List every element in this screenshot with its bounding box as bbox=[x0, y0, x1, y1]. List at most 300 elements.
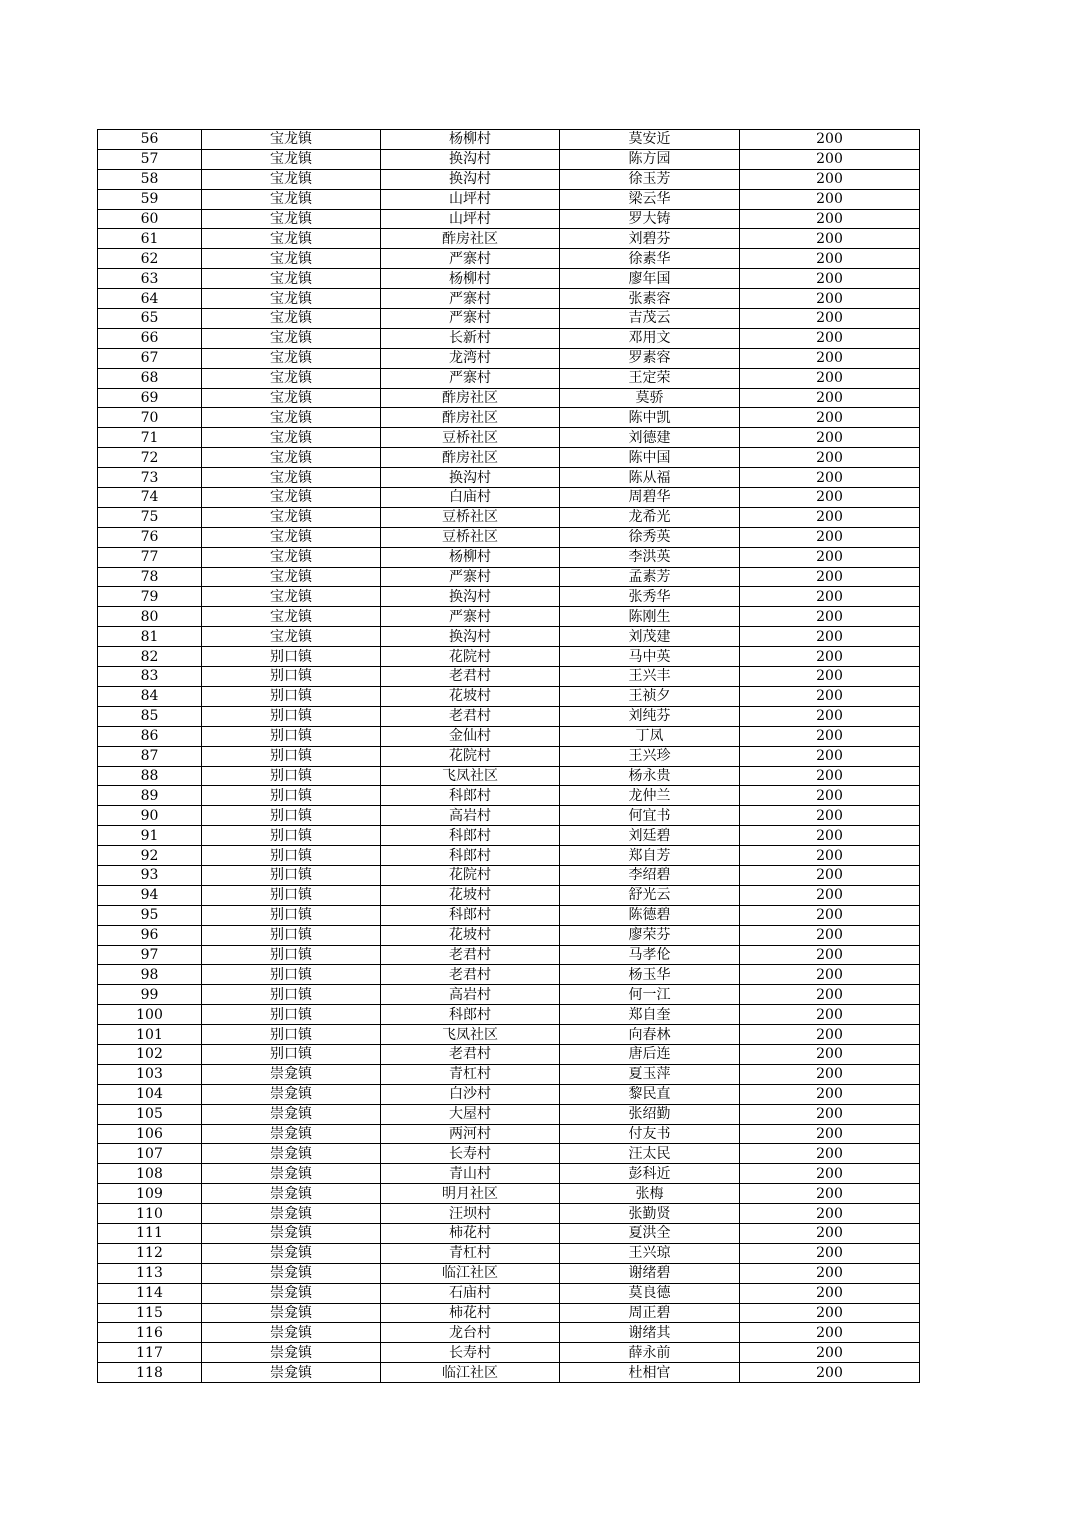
row-number-cell: 68 bbox=[98, 368, 202, 388]
row-number-cell: 57 bbox=[98, 149, 202, 169]
amount-cell: 200 bbox=[740, 1144, 920, 1164]
row-number-cell: 90 bbox=[98, 806, 202, 826]
town-cell: 崇龛镇 bbox=[202, 1243, 381, 1263]
name-cell: 张绍勤 bbox=[560, 1104, 740, 1124]
village-cell: 酢房社区 bbox=[381, 388, 560, 408]
amount-cell: 200 bbox=[740, 1343, 920, 1363]
table-row bbox=[98, 547, 920, 567]
row-number-cell: 85 bbox=[98, 706, 202, 726]
name-cell: 何一江 bbox=[560, 985, 740, 1005]
table-row bbox=[98, 905, 920, 925]
amount-cell: 200 bbox=[740, 1124, 920, 1144]
amount-cell: 200 bbox=[740, 1243, 920, 1263]
village-cell: 豆桥社区 bbox=[381, 507, 560, 527]
amount-cell: 200 bbox=[740, 289, 920, 309]
row-number-cell: 89 bbox=[98, 786, 202, 806]
amount-cell: 200 bbox=[740, 985, 920, 1005]
table-row bbox=[98, 209, 920, 229]
village-cell: 青山村 bbox=[381, 1164, 560, 1184]
town-cell: 宝龙镇 bbox=[202, 448, 381, 468]
name-cell: 张秀华 bbox=[560, 587, 740, 607]
table-row bbox=[98, 587, 920, 607]
town-cell: 别口镇 bbox=[202, 647, 381, 667]
name-cell: 徐秀英 bbox=[560, 527, 740, 547]
table-row bbox=[98, 885, 920, 905]
table-row bbox=[98, 249, 920, 269]
table-row bbox=[98, 1343, 920, 1363]
name-cell: 刘纯芬 bbox=[560, 706, 740, 726]
name-cell: 夏玉萍 bbox=[560, 1064, 740, 1084]
village-cell: 飞凤社区 bbox=[381, 1025, 560, 1045]
name-cell: 马中英 bbox=[560, 647, 740, 667]
town-cell: 宝龙镇 bbox=[202, 130, 381, 150]
amount-cell: 200 bbox=[740, 408, 920, 428]
row-number-cell: 95 bbox=[98, 905, 202, 925]
amount-cell: 200 bbox=[740, 1303, 920, 1323]
table-row bbox=[98, 1164, 920, 1184]
row-number-cell: 56 bbox=[98, 130, 202, 150]
table-row bbox=[98, 169, 920, 189]
amount-cell: 200 bbox=[740, 348, 920, 368]
row-number-cell: 110 bbox=[98, 1204, 202, 1224]
village-cell: 花院村 bbox=[381, 647, 560, 667]
amount-cell: 200 bbox=[740, 229, 920, 249]
row-number-cell: 107 bbox=[98, 1144, 202, 1164]
town-cell: 别口镇 bbox=[202, 865, 381, 885]
row-number-cell: 87 bbox=[98, 746, 202, 766]
amount-cell: 200 bbox=[740, 1184, 920, 1204]
village-cell: 明月社区 bbox=[381, 1184, 560, 1204]
name-cell: 龙仲兰 bbox=[560, 786, 740, 806]
table-row bbox=[98, 786, 920, 806]
amount-cell: 200 bbox=[740, 428, 920, 448]
table-row bbox=[98, 706, 920, 726]
amount-cell: 200 bbox=[740, 1025, 920, 1045]
town-cell: 宝龙镇 bbox=[202, 408, 381, 428]
name-cell: 周正碧 bbox=[560, 1303, 740, 1323]
town-cell: 崇龛镇 bbox=[202, 1164, 381, 1184]
table-row bbox=[98, 1283, 920, 1303]
row-number-cell: 91 bbox=[98, 826, 202, 846]
village-cell: 临江社区 bbox=[381, 1263, 560, 1283]
table-row bbox=[98, 428, 920, 448]
amount-cell: 200 bbox=[740, 846, 920, 866]
town-cell: 宝龙镇 bbox=[202, 527, 381, 547]
village-cell: 高岩村 bbox=[381, 985, 560, 1005]
row-number-cell: 118 bbox=[98, 1363, 202, 1383]
table-row bbox=[98, 1044, 920, 1064]
name-cell: 薛永前 bbox=[560, 1343, 740, 1363]
amount-cell: 200 bbox=[740, 468, 920, 488]
town-cell: 别口镇 bbox=[202, 1005, 381, 1025]
row-number-cell: 97 bbox=[98, 945, 202, 965]
roster-table-body bbox=[98, 130, 920, 1383]
village-cell: 高岩村 bbox=[381, 806, 560, 826]
town-cell: 别口镇 bbox=[202, 885, 381, 905]
name-cell: 廖年国 bbox=[560, 269, 740, 289]
village-cell: 龙湾村 bbox=[381, 348, 560, 368]
name-cell: 孟素芳 bbox=[560, 567, 740, 587]
row-number-cell: 102 bbox=[98, 1044, 202, 1064]
amount-cell: 200 bbox=[740, 746, 920, 766]
row-number-cell: 83 bbox=[98, 667, 202, 687]
village-cell: 青杠村 bbox=[381, 1243, 560, 1263]
name-cell: 梁云华 bbox=[560, 189, 740, 209]
table-row bbox=[98, 1243, 920, 1263]
name-cell: 徐素华 bbox=[560, 249, 740, 269]
amount-cell: 200 bbox=[740, 1363, 920, 1383]
table-row bbox=[98, 1064, 920, 1084]
row-number-cell: 88 bbox=[98, 766, 202, 786]
town-cell: 别口镇 bbox=[202, 686, 381, 706]
town-cell: 宝龙镇 bbox=[202, 249, 381, 269]
amount-cell: 200 bbox=[740, 905, 920, 925]
row-number-cell: 117 bbox=[98, 1343, 202, 1363]
name-cell: 杨玉华 bbox=[560, 965, 740, 985]
table-row bbox=[98, 1025, 920, 1045]
town-cell: 别口镇 bbox=[202, 667, 381, 687]
town-cell: 宝龙镇 bbox=[202, 607, 381, 627]
row-number-cell: 92 bbox=[98, 846, 202, 866]
name-cell: 汪太民 bbox=[560, 1144, 740, 1164]
name-cell: 李绍碧 bbox=[560, 865, 740, 885]
town-cell: 崇龛镇 bbox=[202, 1303, 381, 1323]
row-number-cell: 78 bbox=[98, 567, 202, 587]
name-cell: 王祯夕 bbox=[560, 686, 740, 706]
name-cell: 周碧华 bbox=[560, 488, 740, 508]
amount-cell: 200 bbox=[740, 1323, 920, 1343]
name-cell: 李洪英 bbox=[560, 547, 740, 567]
amount-cell: 200 bbox=[740, 786, 920, 806]
name-cell: 张素容 bbox=[560, 289, 740, 309]
town-cell: 宝龙镇 bbox=[202, 488, 381, 508]
table-row bbox=[98, 448, 920, 468]
row-number-cell: 74 bbox=[98, 488, 202, 508]
row-number-cell: 86 bbox=[98, 726, 202, 746]
amount-cell: 200 bbox=[740, 388, 920, 408]
village-cell: 豆桥社区 bbox=[381, 527, 560, 547]
name-cell: 龙希光 bbox=[560, 507, 740, 527]
table-row bbox=[98, 1104, 920, 1124]
name-cell: 莫骄 bbox=[560, 388, 740, 408]
village-cell: 汪坝村 bbox=[381, 1204, 560, 1224]
row-number-cell: 111 bbox=[98, 1223, 202, 1243]
table-row bbox=[98, 388, 920, 408]
village-cell: 柿花村 bbox=[381, 1223, 560, 1243]
town-cell: 崇龛镇 bbox=[202, 1363, 381, 1383]
amount-cell: 200 bbox=[740, 249, 920, 269]
village-cell: 换沟村 bbox=[381, 169, 560, 189]
town-cell: 别口镇 bbox=[202, 706, 381, 726]
table-row bbox=[98, 289, 920, 309]
town-cell: 宝龙镇 bbox=[202, 468, 381, 488]
amount-cell: 200 bbox=[740, 945, 920, 965]
amount-cell: 200 bbox=[740, 826, 920, 846]
amount-cell: 200 bbox=[740, 169, 920, 189]
amount-cell: 200 bbox=[740, 766, 920, 786]
row-number-cell: 73 bbox=[98, 468, 202, 488]
amount-cell: 200 bbox=[740, 309, 920, 329]
table-row bbox=[98, 945, 920, 965]
town-cell: 宝龙镇 bbox=[202, 627, 381, 647]
name-cell: 唐后连 bbox=[560, 1044, 740, 1064]
amount-cell: 200 bbox=[740, 507, 920, 527]
table-row bbox=[98, 846, 920, 866]
village-cell: 换沟村 bbox=[381, 149, 560, 169]
village-cell: 科郎村 bbox=[381, 1005, 560, 1025]
name-cell: 杜相官 bbox=[560, 1363, 740, 1383]
amount-cell: 200 bbox=[740, 706, 920, 726]
table-row bbox=[98, 1184, 920, 1204]
village-cell: 科郎村 bbox=[381, 826, 560, 846]
village-cell: 花坡村 bbox=[381, 925, 560, 945]
village-cell: 青杠村 bbox=[381, 1064, 560, 1084]
town-cell: 崇龛镇 bbox=[202, 1323, 381, 1343]
row-number-cell: 101 bbox=[98, 1025, 202, 1045]
village-cell: 科郎村 bbox=[381, 846, 560, 866]
town-cell: 别口镇 bbox=[202, 1025, 381, 1045]
name-cell: 陈德碧 bbox=[560, 905, 740, 925]
town-cell: 别口镇 bbox=[202, 766, 381, 786]
name-cell: 王兴珍 bbox=[560, 746, 740, 766]
row-number-cell: 108 bbox=[98, 1164, 202, 1184]
amount-cell: 200 bbox=[740, 1223, 920, 1243]
row-number-cell: 103 bbox=[98, 1064, 202, 1084]
town-cell: 崇龛镇 bbox=[202, 1263, 381, 1283]
table-row bbox=[98, 686, 920, 706]
town-cell: 别口镇 bbox=[202, 905, 381, 925]
name-cell: 黎民直 bbox=[560, 1084, 740, 1104]
amount-cell: 200 bbox=[740, 1263, 920, 1283]
amount-cell: 200 bbox=[740, 1005, 920, 1025]
amount-cell: 200 bbox=[740, 647, 920, 667]
name-cell: 张梅 bbox=[560, 1184, 740, 1204]
row-number-cell: 58 bbox=[98, 169, 202, 189]
name-cell: 郑自奎 bbox=[560, 1005, 740, 1025]
town-cell: 宝龙镇 bbox=[202, 209, 381, 229]
name-cell: 谢绪其 bbox=[560, 1323, 740, 1343]
town-cell: 崇龛镇 bbox=[202, 1184, 381, 1204]
name-cell: 廖荣芬 bbox=[560, 925, 740, 945]
town-cell: 崇龛镇 bbox=[202, 1223, 381, 1243]
table-row bbox=[98, 309, 920, 329]
table-row bbox=[98, 647, 920, 667]
row-number-cell: 59 bbox=[98, 189, 202, 209]
table-row bbox=[98, 348, 920, 368]
village-cell: 豆桥社区 bbox=[381, 428, 560, 448]
village-cell: 科郎村 bbox=[381, 905, 560, 925]
town-cell: 崇龛镇 bbox=[202, 1124, 381, 1144]
table-row bbox=[98, 746, 920, 766]
row-number-cell: 114 bbox=[98, 1283, 202, 1303]
table-row bbox=[98, 488, 920, 508]
amount-cell: 200 bbox=[740, 587, 920, 607]
name-cell: 罗大铸 bbox=[560, 209, 740, 229]
table-row bbox=[98, 527, 920, 547]
village-cell: 酢房社区 bbox=[381, 448, 560, 468]
name-cell: 谢绪碧 bbox=[560, 1263, 740, 1283]
row-number-cell: 77 bbox=[98, 547, 202, 567]
village-cell: 科郎村 bbox=[381, 786, 560, 806]
name-cell: 王兴琼 bbox=[560, 1243, 740, 1263]
village-cell: 杨柳村 bbox=[381, 547, 560, 567]
table-row bbox=[98, 1263, 920, 1283]
table-row bbox=[98, 408, 920, 428]
row-number-cell: 71 bbox=[98, 428, 202, 448]
name-cell: 郑自芳 bbox=[560, 846, 740, 866]
row-number-cell: 106 bbox=[98, 1124, 202, 1144]
town-cell: 宝龙镇 bbox=[202, 368, 381, 388]
village-cell: 严寨村 bbox=[381, 309, 560, 329]
town-cell: 别口镇 bbox=[202, 1044, 381, 1064]
village-cell: 白沙村 bbox=[381, 1084, 560, 1104]
row-number-cell: 112 bbox=[98, 1243, 202, 1263]
row-number-cell: 105 bbox=[98, 1104, 202, 1124]
row-number-cell: 72 bbox=[98, 448, 202, 468]
row-number-cell: 116 bbox=[98, 1323, 202, 1343]
table-row bbox=[98, 189, 920, 209]
town-cell: 宝龙镇 bbox=[202, 269, 381, 289]
village-cell: 老君村 bbox=[381, 1044, 560, 1064]
village-cell: 花坡村 bbox=[381, 686, 560, 706]
village-cell: 换沟村 bbox=[381, 587, 560, 607]
row-number-cell: 109 bbox=[98, 1184, 202, 1204]
town-cell: 宝龙镇 bbox=[202, 587, 381, 607]
row-number-cell: 80 bbox=[98, 607, 202, 627]
village-cell: 飞凤社区 bbox=[381, 766, 560, 786]
name-cell: 杨永贵 bbox=[560, 766, 740, 786]
table-row bbox=[98, 925, 920, 945]
amount-cell: 200 bbox=[740, 527, 920, 547]
name-cell: 徐玉芳 bbox=[560, 169, 740, 189]
village-cell: 龙台村 bbox=[381, 1323, 560, 1343]
amount-cell: 200 bbox=[740, 806, 920, 826]
town-cell: 宝龙镇 bbox=[202, 388, 381, 408]
row-number-cell: 94 bbox=[98, 885, 202, 905]
village-cell: 严寨村 bbox=[381, 368, 560, 388]
row-number-cell: 70 bbox=[98, 408, 202, 428]
village-cell: 山坪村 bbox=[381, 189, 560, 209]
row-number-cell: 81 bbox=[98, 627, 202, 647]
town-cell: 宝龙镇 bbox=[202, 428, 381, 448]
table-row bbox=[98, 607, 920, 627]
amount-cell: 200 bbox=[740, 1164, 920, 1184]
village-cell: 严寨村 bbox=[381, 567, 560, 587]
village-cell: 老君村 bbox=[381, 706, 560, 726]
table-row bbox=[98, 1124, 920, 1144]
town-cell: 别口镇 bbox=[202, 985, 381, 1005]
row-number-cell: 84 bbox=[98, 686, 202, 706]
row-number-cell: 104 bbox=[98, 1084, 202, 1104]
row-number-cell: 63 bbox=[98, 269, 202, 289]
village-cell: 老君村 bbox=[381, 667, 560, 687]
row-number-cell: 66 bbox=[98, 328, 202, 348]
row-number-cell: 75 bbox=[98, 507, 202, 527]
row-number-cell: 76 bbox=[98, 527, 202, 547]
table-row bbox=[98, 1204, 920, 1224]
row-number-cell: 67 bbox=[98, 348, 202, 368]
town-cell: 别口镇 bbox=[202, 806, 381, 826]
name-cell: 莫安近 bbox=[560, 130, 740, 150]
row-number-cell: 62 bbox=[98, 249, 202, 269]
amount-cell: 200 bbox=[740, 1104, 920, 1124]
village-cell: 金仙村 bbox=[381, 726, 560, 746]
town-cell: 别口镇 bbox=[202, 945, 381, 965]
village-cell: 酢房社区 bbox=[381, 408, 560, 428]
row-number-cell: 96 bbox=[98, 925, 202, 945]
table-row bbox=[98, 627, 920, 647]
row-number-cell: 113 bbox=[98, 1263, 202, 1283]
amount-cell: 200 bbox=[740, 925, 920, 945]
table-row bbox=[98, 766, 920, 786]
amount-cell: 200 bbox=[740, 567, 920, 587]
name-cell: 刘廷碧 bbox=[560, 826, 740, 846]
row-number-cell: 115 bbox=[98, 1303, 202, 1323]
name-cell: 彭科近 bbox=[560, 1164, 740, 1184]
amount-cell: 200 bbox=[740, 488, 920, 508]
name-cell: 陈中凯 bbox=[560, 408, 740, 428]
town-cell: 崇龛镇 bbox=[202, 1064, 381, 1084]
village-cell: 酢房社区 bbox=[381, 229, 560, 249]
row-number-cell: 64 bbox=[98, 289, 202, 309]
village-cell: 长新村 bbox=[381, 328, 560, 348]
amount-cell: 200 bbox=[740, 130, 920, 150]
amount-cell: 200 bbox=[740, 885, 920, 905]
name-cell: 王定荣 bbox=[560, 368, 740, 388]
village-cell: 换沟村 bbox=[381, 627, 560, 647]
roster-table bbox=[97, 129, 920, 1383]
village-cell: 临江社区 bbox=[381, 1363, 560, 1383]
name-cell: 何宜书 bbox=[560, 806, 740, 826]
name-cell: 马孝伦 bbox=[560, 945, 740, 965]
village-cell: 严寨村 bbox=[381, 607, 560, 627]
name-cell: 陈从福 bbox=[560, 468, 740, 488]
town-cell: 别口镇 bbox=[202, 746, 381, 766]
row-number-cell: 100 bbox=[98, 1005, 202, 1025]
town-cell: 宝龙镇 bbox=[202, 189, 381, 209]
row-number-cell: 65 bbox=[98, 309, 202, 329]
row-number-cell: 82 bbox=[98, 647, 202, 667]
name-cell: 莫良德 bbox=[560, 1283, 740, 1303]
name-cell: 陈方园 bbox=[560, 149, 740, 169]
amount-cell: 200 bbox=[740, 1283, 920, 1303]
town-cell: 宝龙镇 bbox=[202, 169, 381, 189]
amount-cell: 200 bbox=[740, 547, 920, 567]
name-cell: 刘碧芬 bbox=[560, 229, 740, 249]
amount-cell: 200 bbox=[740, 328, 920, 348]
name-cell: 王兴丰 bbox=[560, 667, 740, 687]
village-cell: 杨柳村 bbox=[381, 130, 560, 150]
village-cell: 山坪村 bbox=[381, 209, 560, 229]
village-cell: 严寨村 bbox=[381, 249, 560, 269]
name-cell: 向春林 bbox=[560, 1025, 740, 1045]
table-row bbox=[98, 1144, 920, 1164]
village-cell: 大屋村 bbox=[381, 1104, 560, 1124]
town-cell: 宝龙镇 bbox=[202, 149, 381, 169]
name-cell: 夏洪全 bbox=[560, 1223, 740, 1243]
village-cell: 老君村 bbox=[381, 965, 560, 985]
amount-cell: 200 bbox=[740, 189, 920, 209]
table-row bbox=[98, 965, 920, 985]
table-row bbox=[98, 149, 920, 169]
row-number-cell: 69 bbox=[98, 388, 202, 408]
amount-cell: 200 bbox=[740, 448, 920, 468]
town-cell: 崇龛镇 bbox=[202, 1204, 381, 1224]
amount-cell: 200 bbox=[740, 686, 920, 706]
amount-cell: 200 bbox=[740, 607, 920, 627]
town-cell: 宝龙镇 bbox=[202, 328, 381, 348]
village-cell: 石庙村 bbox=[381, 1283, 560, 1303]
